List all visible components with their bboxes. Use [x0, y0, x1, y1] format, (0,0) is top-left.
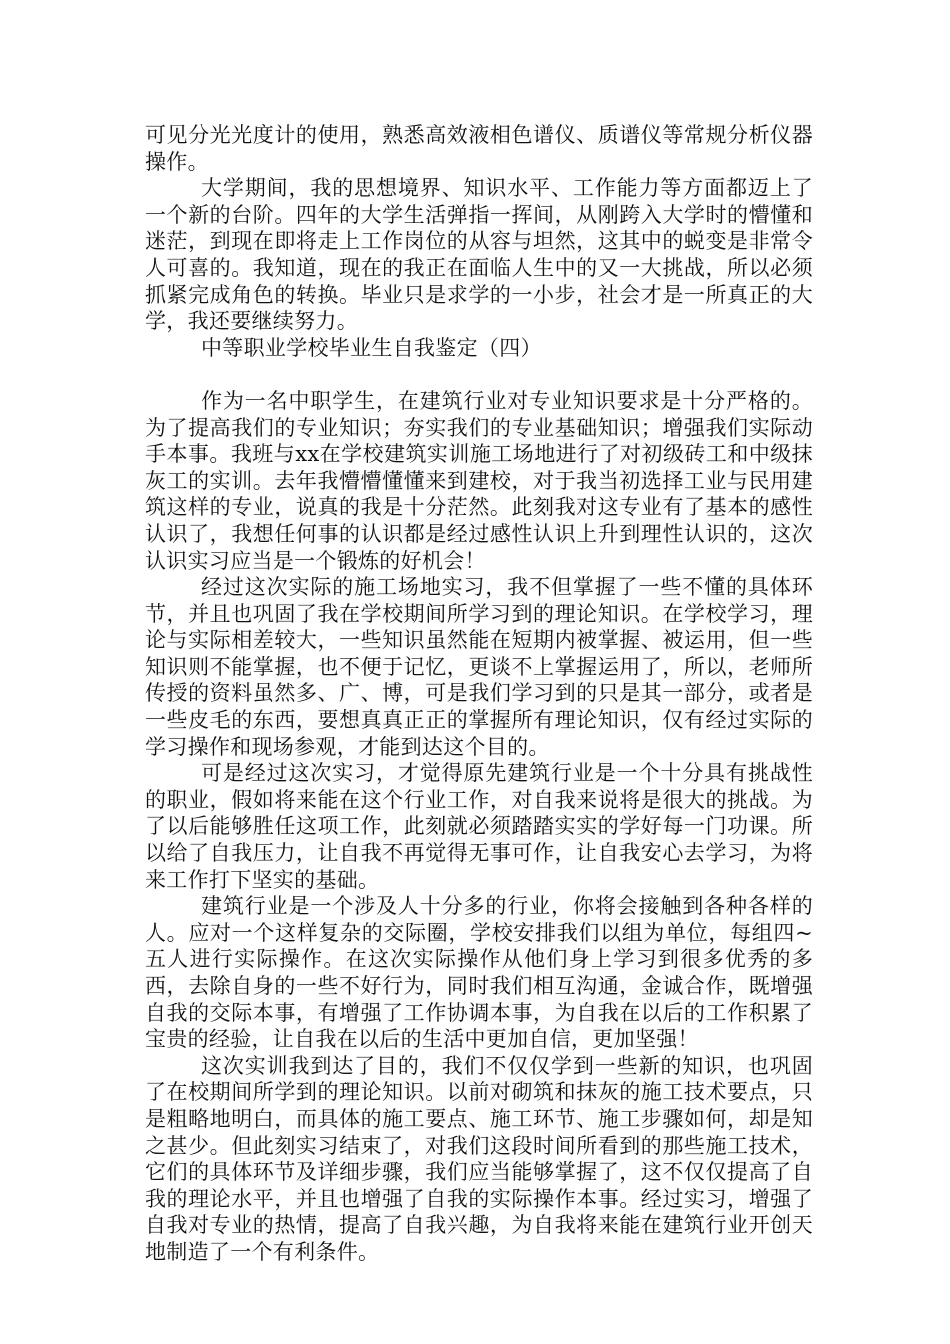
paragraph-conclusion: 这次实训我到达了目的，我们不仅仅学到一些新的知识，也巩固了在校期间所学到的理论知识。以前对砌筑和抹灰的施工技术要点，只是粗略地明白，而具体的施工要点、施工环节、施工步骤如何，却是知之甚少。但此刻实习结束了，对我们这段时间所看到的那些施工技术，它们的具体环节及详细步骤，我们应当能够掌握了，这不仅仅提高了自我的理论水平，并且也增强了自我的实际操作本事。经过实习，增强了自我对专业的热情，提高了自我兴趣，为自我将来能在建筑行业开创天地制造了一个有利条件。: [145, 1053, 813, 1264]
paragraph-university-summary: 大学期间，我的思想境界、知识水平、工作能力等方面都迈上了一个新的台阶。四年的大学生活弹指一挥间，从刚跨入大学时的懵懂和迷茫，到现在即将走上工作岗位的从容与坦然，这其中的蜕变是非常令人可喜的。我知道，现在的我正在面临人生中的又一大挑战，所以必须抓紧完成角色的转换。毕业只是求学的一小步，社会才是一所真正的大学，我还要继续努力。: [145, 176, 813, 334]
paragraph-challenge: 可是经过这次实习，才觉得原先建筑行业是一个十分具有挑战性的职业，假如将来能在这个行业工作，对自我来说将是很大的挑战。为了以后能够胜任这项工作，此刻就必须踏踏实实的学好每一门功课。所以给了自我压力，让自我不再觉得无事可作，让自我安心去学习，为将来工作打下坚实的基础。: [145, 761, 813, 892]
document-body: [145, 122, 813, 1266]
paragraph-introduction: 作为一名中职学生，在建筑行业对专业知识要求是十分严格的。为了提高我们的专业知识；夯实我们的专业基础知识；增强我们实际动手本事。我班与xx在学校建筑实训施工场地进行了对初级砖工和中级抹灰工的实训。去年我懵懵懂懂来到建校，对于我当初选择工业与民用建筑这样的专业，说真的我是十分茫然。此刻我对这专业有了基本的感性认识了，我想任何事的认识都是经过感性认识上升到理性认识的，这次认识实习应当是一个锻炼的好机会！: [145, 388, 813, 573]
paragraph-instrument-skills: 可见分光光度计的使用，熟悉高效液相色谱仪、质谱仪等常规分析仪器操作。: [145, 123, 813, 174]
blank-line: [145, 361, 813, 388]
section-heading: 中等职业学校毕业生自我鉴定（四）: [201, 335, 542, 360]
paragraph-site-practice: 经过这次实际的施工场地实习，我不但掌握了一些不懂的具体环节，并且也巩固了我在学校期间所学习到的理论知识。在学校学习，理论与实际相差较大，一些知识虽然能在短期内被掌握、被运用，但一些知识则不能掌握，也不便于记忆，更谈不上掌握运用了，所以，老师所传授的资料虽然多、广、博，可是我们学习到的只是其一部分，或者是一些皮毛的东西，要想真真正正的掌握所有理论知识，仅有经过实际的学习操作和现场参观，才能到达这个目的。: [145, 575, 813, 759]
paragraph-teamwork: 建筑行业是一个涉及人十分多的行业，你将会接触到各种各样的人。应对一个这样复杂的交际圈，学校安排我们以组为单位，每组四~五人进行实际操作。在这次实际操作从他们身上学习到很多优秀的多西，去除自身的一些不好行为，同时我们相互沟通，金诚合作，既增强自我的交际本事，有增强了工作协调本事，为自我在以后的工作积累了宝贵的经验，让自我在以后的生活中更加自信，更加坚强！: [145, 894, 813, 1052]
